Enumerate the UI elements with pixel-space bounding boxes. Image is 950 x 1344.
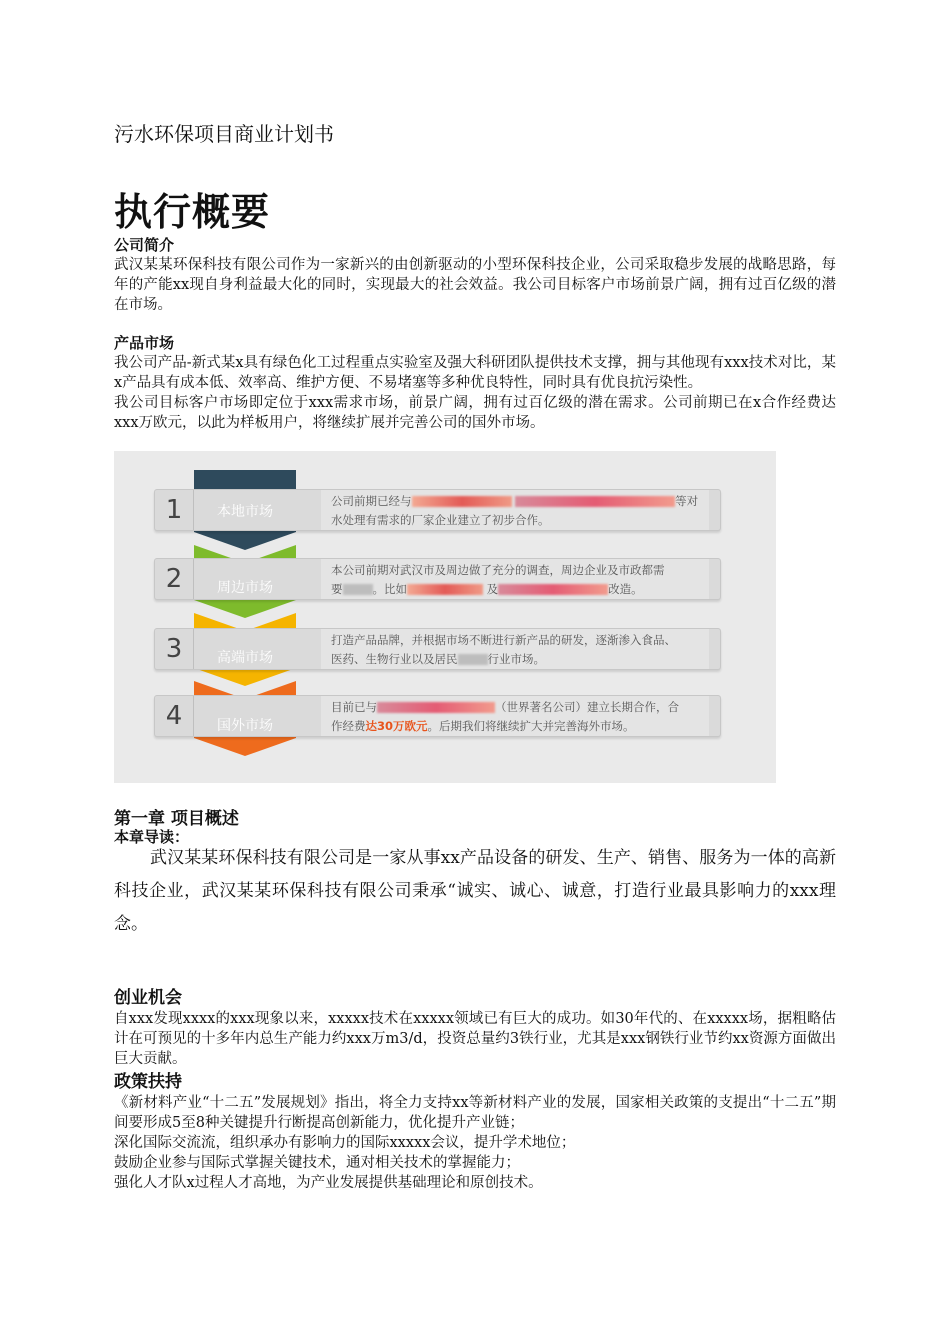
chevron-label-overseas: 国外市场 bbox=[217, 718, 273, 734]
redacted-blur bbox=[412, 496, 512, 507]
opportunity-text: 自xxx发现xxxx的xxx现象以来，xxxxx技术在xxxxx领域已有巨大的成功。如30年代的、在xxxxx场，据粗略估计在可预见的十多年内总生产能力约xxx万m3/d，投资总量约3铁行业，尤其是xxx钢铁行业节约xx资源方面做出巨大贡献。 bbox=[114, 1011, 836, 1067]
company-profile-text: 武汉某某环保科技有限公司作为一家新兴的由创新驱动的小型环保科技企业，公司采取稳步发展的战略思路，每年的产能xx现自身利益最大化的同时，实现最大的社会效益。我公司目标客户市场前景广阔，拥有过百亿级的潜在市场。 bbox=[114, 257, 836, 313]
highlighted-amount: 达30万欧元 bbox=[365, 719, 428, 733]
policy-title: 政策扶持 bbox=[114, 1072, 182, 1092]
chapter-intro-paragraph: 武汉某某环保科技有限公司是一家从事xx产品设备的研发、生产、销售、服务为一体的高新科技企业，武汉某某环保科技有限公司秉承“诚实、诚心、诚意，打造行业最具影响力的xxx理念。 bbox=[114, 848, 836, 934]
row-number: 2 bbox=[155, 559, 194, 599]
company-profile-title: 公司简介 bbox=[114, 236, 175, 254]
product-market-title: 产品市场 bbox=[114, 334, 175, 352]
chevron-label-surrounding: 周边市场 bbox=[217, 580, 273, 596]
redacted-blur bbox=[458, 654, 488, 665]
chevron-label-local: 本地市场 bbox=[217, 504, 273, 520]
product-market-paragraph-1: 我公司产品-新式某x具有绿色化工过程重点实验室及强大科研团队提供技术支撑，拥与其他现有xxx技术对比，某x产品具有成本低、效率高、维护方便、不易堵塞等多种优良特性，同时具有优良抗污染性。 bbox=[114, 355, 836, 391]
chapter-guide-label: 本章导读： bbox=[114, 828, 190, 846]
opportunity-section bbox=[114, 987, 836, 1069]
redacted-blur bbox=[515, 496, 675, 507]
product-market-paragraph-2: 我公司目标客户市场即定位于xxx需求市场，前景广阔，拥有过百亿级的潜在需求。公司前期已在x合作经费达xxx万欧元，以此为样板用户，将继续扩展并完善公司的国外市场。 bbox=[114, 395, 836, 431]
row-description: 本公司前期对武汉市及周边做了充分的调查，周边企业及市政都需 要 。比如 及 改造。 bbox=[321, 559, 709, 599]
row-number: 3 bbox=[155, 629, 194, 669]
policy-paragraph-1: 《新材料产业“十二五”发展规划》指出，将全力支持xx等新材料产业的发展，国家相关政策的支提出“十二五”期间要形成5至8种关键提升行断提高创新能力，优化提升产业链； bbox=[114, 1095, 836, 1131]
opportunity-title: 创业机会 bbox=[114, 988, 182, 1008]
product-market-section bbox=[114, 333, 836, 433]
market-infographic bbox=[114, 451, 776, 783]
chevron-label-highend: 高端市场 bbox=[217, 650, 273, 666]
redacted-blur bbox=[377, 702, 495, 713]
policy-paragraph-3: 鼓励企业参与国际式掌握关键技术，通对相关技术的掌握能力； bbox=[114, 1155, 520, 1171]
chapter-title: 第一章 项目概述 bbox=[114, 809, 239, 829]
row-number: 1 bbox=[155, 490, 194, 530]
row-description: 公司前期已经与 等对 水处理有需求的厂家企业建立了初步合作。 bbox=[321, 490, 709, 530]
policy-paragraph-4: 强化人才队x过程人才高地，为产业发展提供基础理论和原创技术。 bbox=[114, 1175, 543, 1191]
document-title: 污水环保项目商业计划书 bbox=[114, 122, 334, 146]
policy-paragraph-2: 深化国际交流流，组织承办有影响力的国际xxxxx会议，提升学术地位； bbox=[114, 1135, 576, 1151]
redacted-blur bbox=[407, 584, 483, 595]
redacted-blur bbox=[498, 584, 608, 595]
row-description: 目前已与 （世界著名公司）建立长期合作，合 作经费达30万欧元。后期我们将继续扩大并完善海外市场。 bbox=[321, 696, 709, 736]
redacted-blur bbox=[343, 584, 373, 595]
executive-summary-heading: 执行概要 bbox=[114, 190, 271, 234]
company-profile-section bbox=[114, 235, 836, 315]
row-description: 打造产品品牌，并根据市场不断进行新产品的研发，逐渐渗入食品、 医药、生物行业以及居民 行业市场。 bbox=[321, 629, 709, 669]
row-number: 4 bbox=[155, 696, 194, 736]
policy-section bbox=[114, 1071, 836, 1193]
